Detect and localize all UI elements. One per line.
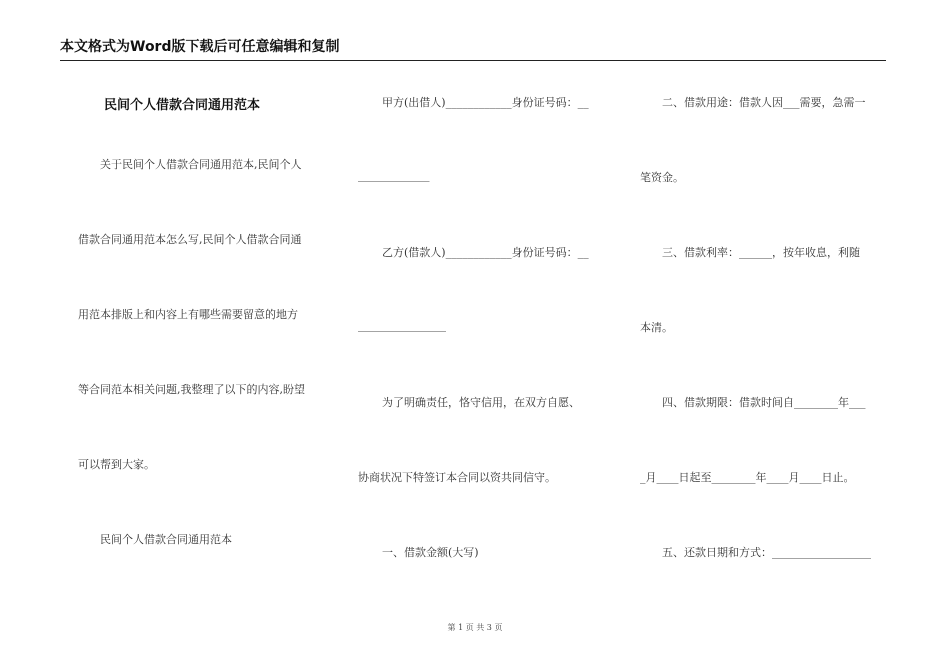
paragraph-line: _月____日起至________年____月____日止。 bbox=[640, 471, 855, 484]
clause-term: 四、借款期限：借款时间自________年___ bbox=[662, 396, 866, 409]
clause-amount: 一、借款金额(大写) bbox=[382, 546, 479, 559]
blank-line: ________________ bbox=[358, 319, 446, 332]
clause-purpose: 二、借款用途：借款人因___需要，急需一 bbox=[662, 96, 866, 109]
blank-line: _____________ bbox=[358, 169, 430, 182]
page-number: 第 1 页 共 3 页 bbox=[447, 623, 503, 632]
clause-interest: 三、借款利率：______，按年收息，利随 bbox=[662, 246, 860, 259]
paragraph-line: 协商状况下特签订本合同以资共同信守。 bbox=[358, 471, 556, 484]
section-heading: 民间个人借款合同通用范本 bbox=[100, 533, 232, 546]
paragraph-line: 可以帮到大家。 bbox=[78, 458, 155, 471]
paragraph-line: 用范本排版上和内容上有哪些需要留意的地方 bbox=[78, 308, 298, 321]
document-title: 民间个人借款合同通用范本 bbox=[104, 98, 261, 113]
paragraph-line: 借款合同通用范本怎么写,民间个人借款合同通 bbox=[78, 233, 302, 246]
paragraph-line: 关于民间个人借款合同通用范本,民间个人 bbox=[100, 158, 302, 171]
clause-repayment: 五、还款日期和方式：__________________ bbox=[662, 546, 871, 559]
paragraph-line: 为了明确责任，恪守信用，在双方自愿、 bbox=[382, 396, 580, 409]
borrower-line: 乙方(借款人)____________身份证号码：__ bbox=[382, 246, 589, 259]
paragraph-line: 本清。 bbox=[640, 321, 673, 334]
lender-line: 甲方(出借人)____________身份证号码：__ bbox=[382, 96, 589, 109]
document-header: 本文格式为Word版下载后可任意编辑和复制 bbox=[60, 36, 886, 61]
paragraph-line: 笔资金。 bbox=[640, 171, 684, 184]
paragraph-line: 等合同范本相关问题,我整理了以下的内容,盼望 bbox=[78, 383, 305, 396]
